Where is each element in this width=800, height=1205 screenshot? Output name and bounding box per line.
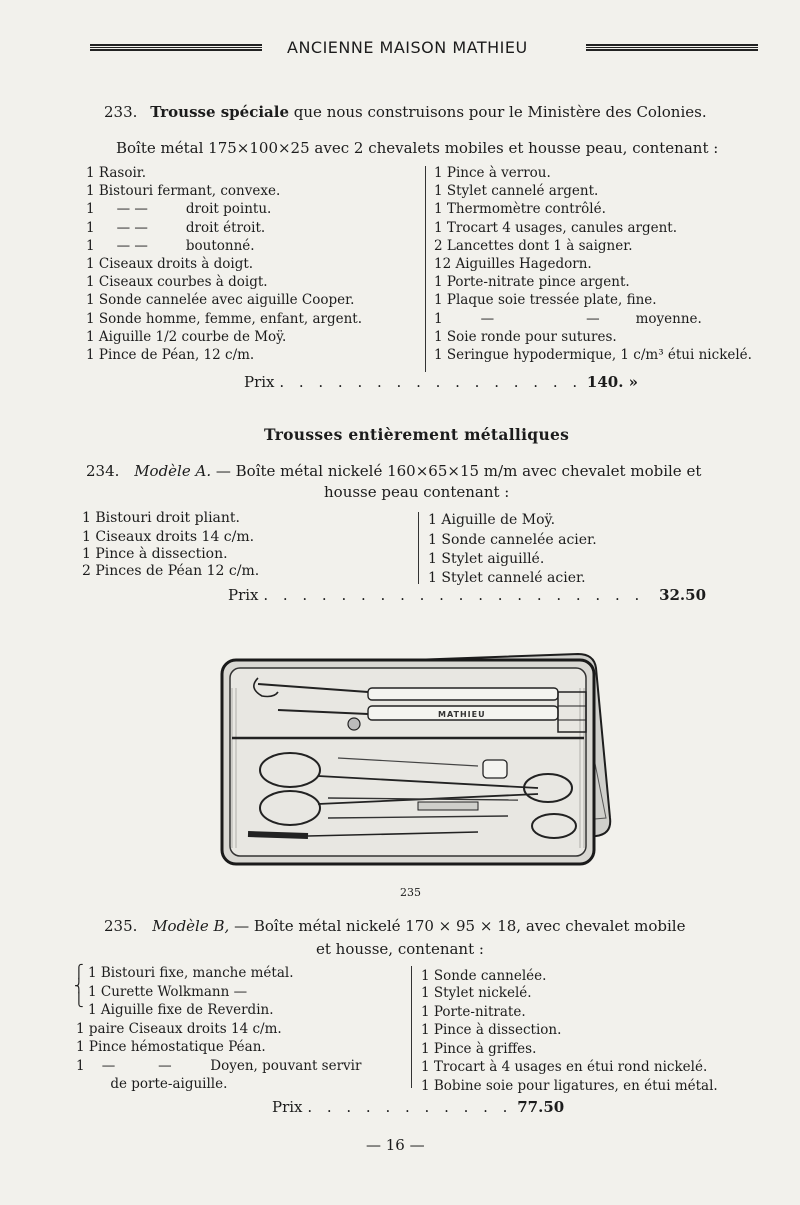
list-item: 1 Ciseaux droits à doigt. (86, 255, 254, 272)
list-item: 1 Pince à verrou. (434, 165, 551, 181)
item-235-divider (411, 966, 412, 1088)
item-234-divider (418, 512, 419, 584)
list-item: 1 Rasoir. (86, 165, 147, 181)
header-rule-right (586, 44, 758, 51)
item-235-model: Modèle B, (152, 917, 230, 935)
list-item: 1 — — Doyen, pouvant servir (76, 1057, 362, 1074)
list-item: 1 Trocart à 4 usages en étui rond nickelé. (421, 1059, 708, 1075)
list-item: 1 — — moyenne. (434, 310, 702, 327)
item-233-right-list (434, 164, 774, 364)
header-rule-left (90, 44, 262, 51)
list-item: 1 Pince à griffes. (421, 1040, 537, 1057)
list-item: 1 Stylet cannelé argent. (434, 183, 599, 200)
list-item: 1 Aiguille 1/2 courbe de Moÿ. (86, 328, 287, 345)
item-234-price-line: Prix . . . . . . . . . . . . . . . . . . . . 32.50 (228, 586, 707, 604)
list-item: 1 Curette Wolkmann — (88, 983, 248, 1000)
item-234-left-list (82, 508, 382, 580)
item-235-number: 235. (104, 917, 138, 935)
page-header-title: ANCIENNE MAISON MATHIEU (287, 38, 528, 57)
list-item: 1 Stylet aiguillé. (428, 551, 545, 567)
item-233-box: Boîte métal 175×100×25 avec 2 chevalets mobiles et housse peau, contenant : (116, 139, 719, 157)
list-item: 1 paire Ciseaux droits 14 c/m. (76, 1020, 282, 1037)
list-item: 1 Bistouri fermant, convexe. (86, 183, 281, 200)
list-item: 1 Bobine soie pour ligatures, en étui métal. (421, 1077, 718, 1094)
item-235-price: 77.50 (517, 1098, 565, 1116)
list-item: 1 Porte-nitrate pince argent. (434, 274, 630, 291)
list-item: 1 Stylet nickelé. (421, 985, 532, 1001)
list-item: 1 — — droit étroit. (86, 219, 266, 236)
item-235-heading (104, 917, 685, 935)
list-item: 1 Aiguille fixe de Reverdin. (88, 1002, 274, 1018)
item-234-number: 234. (86, 462, 120, 480)
item-233-price-line: Prix . . . . . . . . . . . . . . . . 140. » (244, 373, 639, 391)
item-233-name: Trousse spéciale (150, 103, 289, 121)
section-title: Trousses entièrement métalliques (264, 425, 570, 444)
list-item: 1 Pince hémostatique Péan. (76, 1039, 266, 1055)
list-item: 12 Aiguilles Hagedorn. (434, 255, 592, 272)
price-label: Prix (228, 586, 259, 604)
item-234-desc2: housse peau contenant : (324, 483, 510, 501)
list-item: 1 Thermomètre contrôlé. (434, 201, 606, 218)
list-item: 1 Ciseaux courbes à doigt. (86, 274, 268, 291)
item-234-desc: — Boîte métal nickelé 160×65×15 m/m avec chevalet mobile et (215, 462, 702, 480)
list-item: 1 Sonde cannelée. (421, 968, 547, 984)
list-item: 1 Bistouri droit pliant. (82, 510, 240, 526)
list-item: 2 Lancettes dont 1 à saigner. (434, 237, 633, 254)
item-233-divider (425, 166, 426, 372)
price-label: Prix (244, 373, 275, 391)
item-235-price-line: Prix . . . . . . . . . . . 77.50 (272, 1098, 565, 1116)
item-233-price: 140. » (586, 373, 639, 391)
list-item: de porte-aiguille. (76, 1076, 228, 1092)
list-item: 1 — — droit pointu. (86, 201, 272, 218)
list-item: 1 Aiguille de Moÿ. (428, 512, 556, 528)
item-234-heading (86, 462, 701, 480)
item-234-price: 32.50 (659, 586, 707, 604)
item-235-desc2: et housse, contenant : (316, 940, 484, 958)
list-item: 2 Pinces de Péan 12 c/m. (82, 563, 260, 579)
item-235-brace: ⎧ ⎨ ⎩ (74, 965, 84, 1008)
item-234-right-list (428, 510, 628, 588)
surgical-kit-illustration (218, 648, 618, 880)
item-235-desc: — Boîte métal nickelé 170 × 95 × 18, avec chevalet mobile (234, 917, 686, 935)
page-number: — 16 — (366, 1136, 425, 1154)
list-item: 1 Seringue hypodermique, 1 c/m³ étui nickelé. (434, 346, 752, 363)
list-item: 1 Stylet cannelé acier. (428, 570, 586, 586)
item-235-right-list (421, 968, 781, 1095)
list-item: 1 Pince de Péan, 12 c/m. (86, 346, 255, 363)
item-233-desc: que nous construisons pour le Ministère des Colonies. (293, 103, 707, 121)
list-item: 1 — — boutonné. (86, 237, 255, 254)
price-label: Prix (272, 1098, 303, 1116)
item-233-left-list (86, 164, 416, 364)
item-233-number: 233. (104, 103, 138, 121)
item-233-heading (104, 103, 707, 121)
list-item: 1 Ciseaux droits 14 c/m. (82, 529, 255, 545)
item-234-model: Modèle A. (134, 462, 212, 480)
list-item: 1 Sonde cannelée acier. (428, 532, 597, 548)
list-item: 1 Pince à dissection. (82, 546, 228, 562)
list-item: 1 Pince à dissection. (421, 1022, 562, 1038)
list-item: 1 Sonde homme, femme, enfant, argent. (86, 310, 363, 327)
list-item: 1 Plaque soie tressée plate, fine. (434, 292, 657, 309)
list-item: 1 Sonde cannelée avec aiguille Cooper. (86, 292, 355, 309)
list-item: 1 Bistouri fixe, manche métal. (88, 965, 294, 981)
list-item: 1 Soie ronde pour sutures. (434, 328, 617, 345)
item-235-left-list (76, 964, 406, 1094)
list-item: 1 Porte-nitrate. (421, 1003, 526, 1020)
engraved-brand: MATHIEU (438, 710, 486, 719)
figure-caption: 235 (400, 886, 421, 899)
list-item: 1 Trocart 4 usages, canules argent. (434, 219, 678, 236)
